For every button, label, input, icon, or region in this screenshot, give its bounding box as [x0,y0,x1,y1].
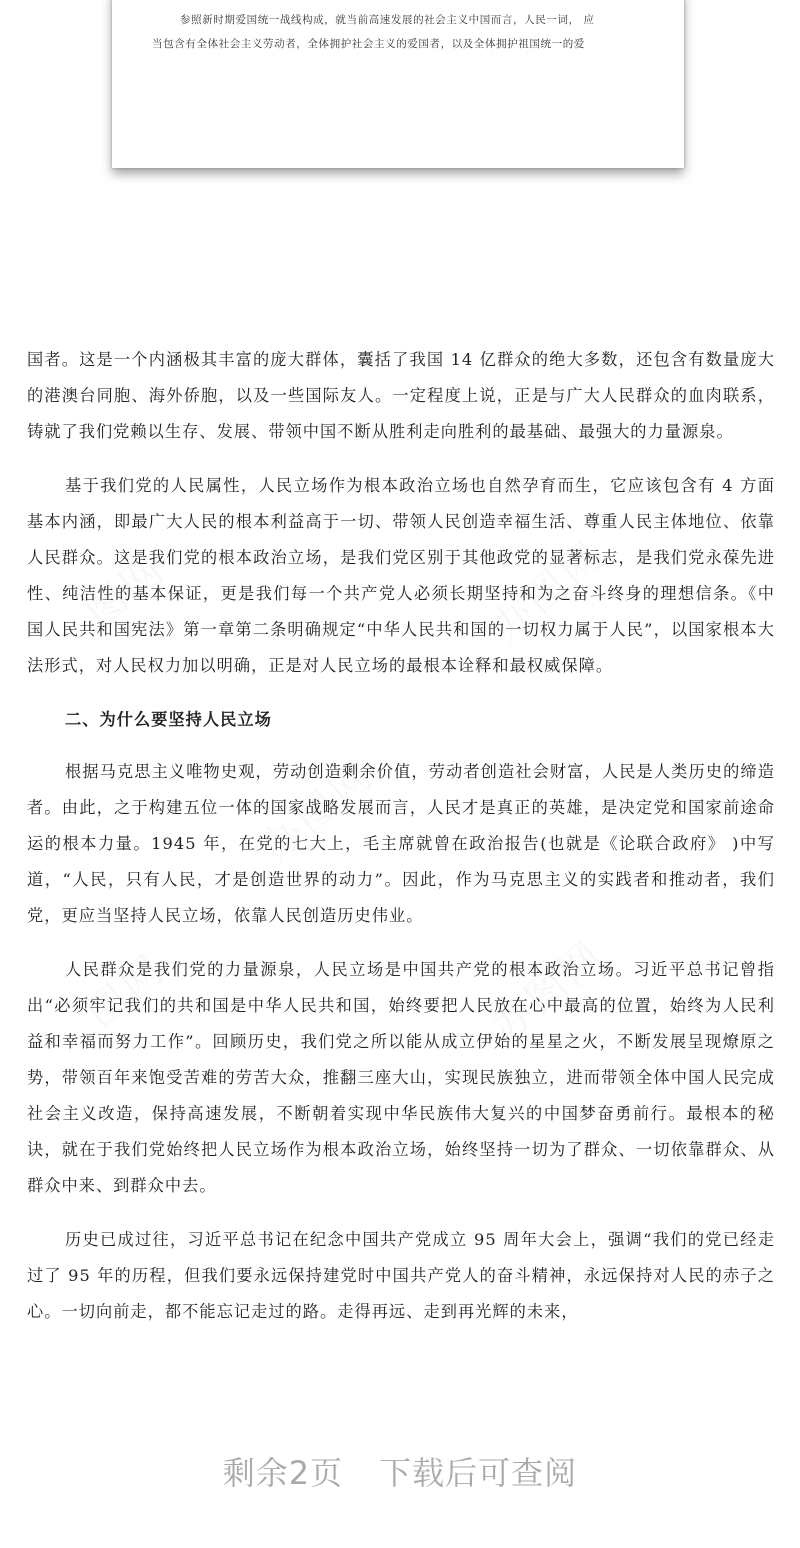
watermark: 图网 [77,945,175,1038]
section-heading: 二、为什么要坚持人民立场 [65,710,272,729]
watermark: 办图网 [482,531,614,652]
paragraph: 基于我们党的人民属性，人民立场作为根本政治立场也自然孕育而生，它应该包含有 4 方面基本内涵，即最广大人民的根本利益高于一切、带领人民创造幸福生活、尊重人民主体地位、依靠人民群众。这是我们党的根本政治立场，是我们党区别于其他政党的显著标志，是我们党永葆先进性、纯洁性的基本保证，更是我们每一个共产党人必须长期坚持和为之奋斗终身的理想信条。《中国人民共和国宪法》第一章第二条明确规定“中华人民共和国的一切权力属于人民”，以国家根本大法形式，对人民权力加以明确，正是对人民立场的最根本诠释和最权威保障。 [27,476,775,675]
document-body [27,342,775,1348]
paragraph: 人民群众是我们党的力量源泉，人民立场是中国共产党的根本政治立场。习近平总书记曾指出“必须牢记我们的共和国是中华人民共和国，始终要把人民放在心中最高的位置，始终为人民利益和幸福而努力工作”。回顾历史，我们党之所以能从成立伊始的星星之火，不断发展呈现燎原之势，带领百年来饱受苦难的劳苦大众，推翻三座大山，实现民族独立，进而带领全体中国人民完成社会主义改造，保持高速发展，不断朝着实现中华民族伟大复兴的中国梦奋勇前行。最根本的秘诀，就在于我们党始终把人民立场作为根本政治立场，始终坚持一切为了群众、一切依靠群众、从群众中来、到群众中去。 [27,960,775,1195]
watermark: 办图网 [482,931,614,1052]
watermark: 办图网 [252,751,384,872]
download-to-view-label: 下载后可查阅 [379,1454,578,1492]
preview-line: 参照新时期爱国统一战线构成，就当前高速发展的社会主义中国而言，人民一词， 应 [180,14,595,26]
paragraph: 根据马克思主义唯物史观，劳动创造剩余价值，劳动者创造社会财富，人民是人类历史的缔造者。由此，之于构建五位一体的国家战略发展而言，人民才是真正的英雄，是决定党和国家前途命运的根本力量。1945 年，在党的七大上，毛主席就曾在政治报告(也就是《论联合政府》 )中写道，“人民，只有人民，才是创造世界的动力”。因此，作为马克思主义的实践者和推动者，我们党，更应当坚持人民立场，依靠人民创造历史伟业。 [27,762,775,925]
paragraph: 历史已成过往，习近平总书记在纪念中国共产党成立 95 周年大会上，强调“我们的党已经走过了 95 年的历程，但我们要永远保持建党时中国共产党人的奋斗精神，永远保持对人民的赤子之心。一切向前走，都不能忘记走过的路。走得再远、走到再光辉的未来， [27,1230,775,1321]
preview-text [152,8,654,56]
remaining-pages-banner[interactable] [0,1448,800,1494]
paragraph: 国者。这是一个内涵极其丰富的庞大群体，囊括了我国 14 亿群众的绝大多数，还包含有数量庞大的港澳台同胞、海外侨胞，以及一些国际友人。一定程度上说，正是与广大人民群众的血肉联系，铸就了我们党赖以生存、发展、带领中国不断从胜利走向胜利的最基础、最强大的力量源泉。 [27,350,775,441]
watermark: 图网 [77,545,175,638]
previous-page-preview [112,0,684,168]
remaining-pages-label: 剩余2页 [222,1454,344,1492]
preview-line: 当包含有全体社会主义劳动者，全体拥护社会主义的爱国者，以及全体拥护祖国统一的爱 [152,38,585,50]
